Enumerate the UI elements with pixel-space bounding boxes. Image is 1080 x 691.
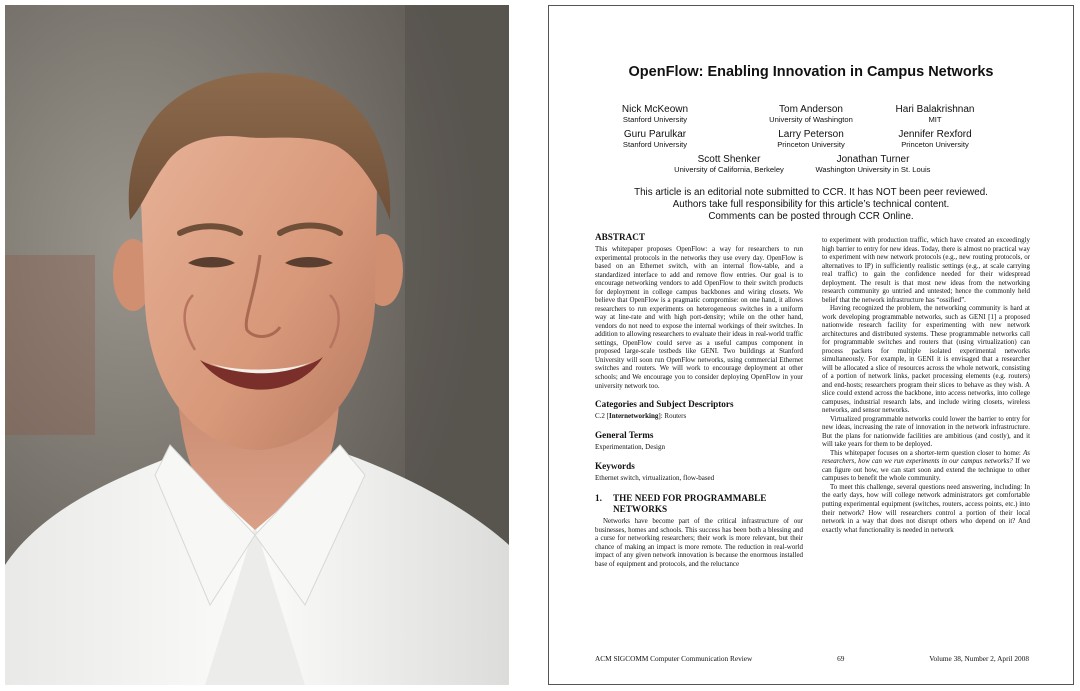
right-paragraph-1: to experiment with production traffic, which have created an exceedingly high barrier to entry for new ideas. Today, there is almost no practical way to experiment with new network protocols (e.g., new routing protocols, or alternatives to IP) in sufficiently realistic settings (e.g., at scale carrying real traffic) to gain the confidence needed for their widespread deployment. The result is that most new ideas from the networking research community go untried and untested; hence the commonly held belief that the network infrastructure has “ossified”. — [822, 236, 1030, 304]
author-affiliation: University of Washington — [769, 114, 853, 124]
author-7 — [669, 155, 789, 173]
categories-suffix: ]: Routers — [658, 412, 687, 421]
left-column — [595, 232, 803, 568]
categories-text — [595, 412, 803, 421]
section-number: 1. — [595, 492, 602, 503]
right-column — [822, 236, 1030, 534]
keywords-text: Ethernet switch, virtualization, flow-based — [595, 473, 715, 482]
author-affiliation: Princeton University — [777, 139, 845, 149]
author-3 — [855, 105, 1015, 123]
author-1 — [575, 105, 735, 123]
author-affiliation: Washington University in St. Louis — [815, 164, 931, 174]
portrait-illustration — [5, 5, 509, 685]
right-paragraph-2: Having recognized the problem, the networking community is hard at work developing programmable networks, such as GENI [1] a proposed nationwide research facility for experimenting with new network architectures and distributed systems. These programmable networks call for programmable switches and routers that (using virtualization) can process packets for multiple isolated experimental networks simultaneously. For example, in GENI it is envisaged that a researcher will be allocated a slice of resources across the whole network, consisting of a portion of network links, packet processing elements (e.g. routers) and end-hosts; researchers program their slices to behave as they wish. A slice could extend across the backbone, into access networks, into college campuses, industrial research labs, and include wiring closets, wireless networks, and sensor networks. — [822, 304, 1030, 415]
right-paragraph-5: To meet this challenge, several questions need answering, including: In the early days, how will college network administrators get comfortable putting experimental equipment (switches, routers, access points, etc.) into their network? How will researchers control a portion of their local network in a way that does not disrupt others who depend on it? And exactly what functionality is needed in network — [822, 482, 1030, 534]
author-name: Jennifer Rexford — [898, 129, 972, 140]
note-line: This article is an editorial note submitted to CCR. It has NOT been peer reviewed. — [634, 187, 988, 198]
general-terms-text: Experimentation, Design — [595, 443, 665, 452]
author-4 — [575, 130, 735, 148]
paper-title: OpenFlow: Enabling Innovation in Campus Networks — [628, 64, 994, 80]
right-paragraph-3: Virtualized programmable networks could lower the barrier to entry for new ideas, increasing the rate of innovation in the network infrastructure. But the plans for nationwide facilities are ambitious (and costly), and it will take years for them to be deployed. — [822, 414, 1030, 449]
paragraph-italic: As researchers, how can we run experiments in our campus networks? — [822, 448, 1030, 466]
paper-page — [548, 5, 1074, 685]
footer-volume: Volume 38, Number 2, April 2008 — [929, 654, 1029, 663]
author-name: Hari Balakrishnan — [895, 104, 975, 115]
author-affiliation: Stanford University — [622, 114, 688, 124]
categories-prefix: C.2 [ — [595, 412, 609, 421]
note-line: Comments can be posted through CCR Online. — [708, 210, 914, 222]
categories-bold: Internetworking — [609, 412, 659, 421]
abstract-text: This whitepaper proposes OpenFlow: a way for researchers to run experimental protocols in the networks they use every day. OpenFlow is based on an Ethernet switch, with an internal flow-table, and a standardized interface to add and remove flow entries. Our goal is to encourage networking vendors to add OpenFlow to their switch products for deployment in college campus backbones and wiring closets. We believe that OpenFlow is a pragmatic compromise: on one hand, it allows researchers to run experiments on heterogeneous switches in a uniform way at line-rate and with high port-density; while on the other hand, vendors do not need to expose the internal workings of their switches. In addition to allowing researchers to evaluate their ideas in real-world traffic settings, OpenFlow could serve as a useful campus component in proposed large-scale testbeds like GENI. Two buildings at Stanford University will soon run OpenFlow networks, using commercial Ethernet switches and routers. We will work to encourage deployment at other schools; and We encourage you to consider deploying OpenFlow in your university network too. — [595, 245, 803, 390]
footer-journal: ACM SIGCOMM Computer Communication Review — [595, 654, 753, 663]
categories-heading: Categories and Subject Descriptors — [595, 399, 734, 410]
general-terms-heading: General Terms — [595, 429, 654, 440]
author-name: Jonathan Turner — [836, 154, 910, 165]
author-photo — [5, 5, 509, 685]
keywords-heading: Keywords — [595, 460, 635, 471]
editorial-note — [549, 187, 1073, 222]
page-footer — [595, 654, 1029, 663]
section-1-heading — [595, 493, 803, 516]
author-name: Nick McKeown — [621, 104, 689, 115]
author-name: Guru Parulkar — [623, 129, 687, 140]
section-title: THE NEED FOR PROGRAMMABLE NETWORKS — [613, 492, 767, 514]
abstract-heading: ABSTRACT — [595, 232, 646, 242]
author-name: Larry Peterson — [778, 129, 844, 140]
author-affiliation: University of California, Berkeley — [674, 164, 784, 174]
right-paragraph-4 — [822, 449, 1030, 483]
author-name: Tom Anderson — [779, 104, 843, 115]
author-6 — [855, 130, 1015, 148]
footer-page-number: 69 — [837, 654, 845, 663]
paragraph-text: If we can figure out how, we can start soon and extend the technique to other campuses to benefit the whole community. — [822, 457, 1030, 483]
author-affiliation: Stanford University — [622, 139, 688, 149]
author-affiliation: MIT — [928, 114, 942, 124]
note-line: Authors take full responsibility for this article’s technical content. — [672, 198, 950, 210]
author-name: Scott Shenker — [697, 154, 761, 165]
section-1-paragraph: Networks have become part of the critical infrastructure of our businesses, homes and schools. This success has been both a blessing and a curse for networking researchers; their work is more relevant, but their chance of making an impact is more remote. The reduction in real-world impact of any given network innovation is because the enormous installed base of equipment and protocols, and the reluctance — [595, 517, 803, 568]
author-affiliation: Princeton University — [901, 139, 969, 149]
paragraph-text: This whitepaper focuses on a shorter-term question closer to home: — [830, 448, 1024, 457]
author-8 — [813, 155, 933, 173]
